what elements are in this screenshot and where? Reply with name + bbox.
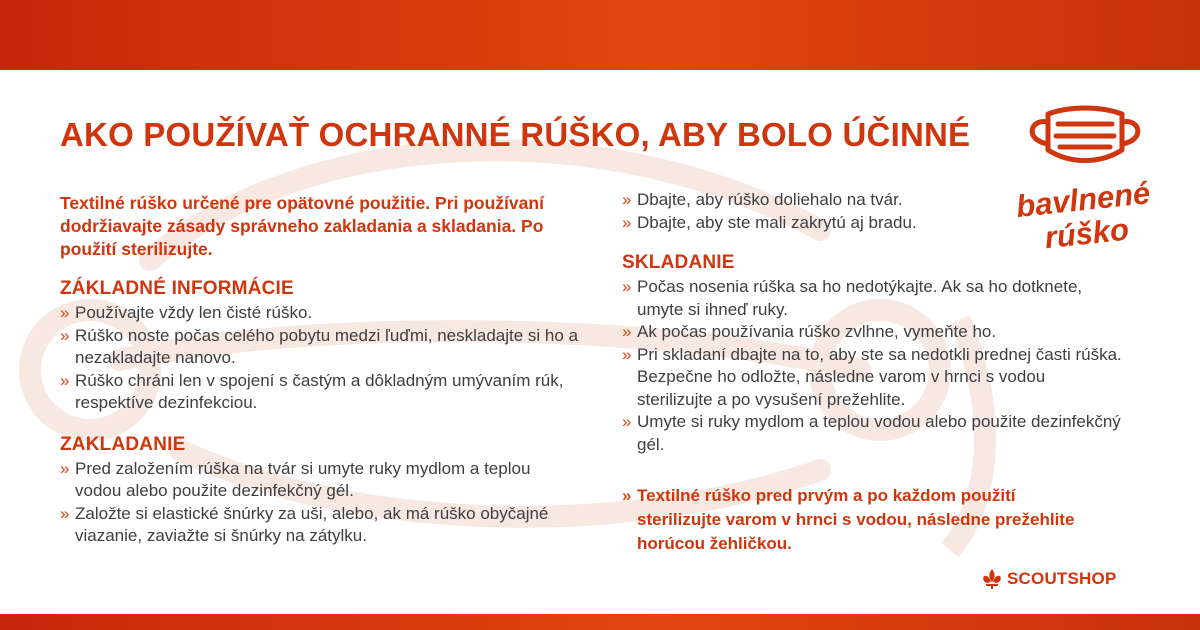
logo-line-2: rúško xyxy=(1042,211,1131,256)
page-title: AKO POUŽÍVAŤ OCHRANNÉ RÚŠKO, ABY BOLO ÚČINNÉ xyxy=(60,116,971,153)
list-item: » Dbajte, aby rúško doliehalo na tvár. xyxy=(622,189,1142,212)
list-item: » Pred založením rúška na tvár si umyte ruky mydlom a teplou vodou alebo použite dezinfekčný gél. xyxy=(60,458,580,503)
scoutshop-brand xyxy=(982,567,1116,591)
section-folding-heading: SKLADANIE xyxy=(622,252,735,273)
list-item: » Rúško chráni len v spojení s častým a dôkladným umývaním rúk, respektíve dezinfekciou. xyxy=(60,370,580,415)
logo-line-1: bavlnené xyxy=(1014,175,1152,225)
list-item: » Dbajte, aby ste mali zakrytú aj bradu. xyxy=(622,212,1142,235)
folding-list xyxy=(622,276,1122,456)
fleur-de-lis-icon xyxy=(982,568,1002,590)
top-banner xyxy=(0,0,1200,70)
brand-name: SCOUTSHOP xyxy=(1007,569,1117,588)
list-item: » Umyte si ruky mydlom a teplou vodou alebo použite dezinfekčný gél. xyxy=(622,411,1122,456)
final-note: » Textilné rúško pred prvým a po každom použití sterilizujte varom v hrnci s vodou, následne prežehlite horúcou žehličkou. xyxy=(622,484,1102,556)
list-item: » Založte si elastické šnúrky za uši, alebo, ak má rúško obyčajné viazanie, zaviažte si šnúrky na zátylku. xyxy=(60,503,580,548)
logo-text xyxy=(1007,175,1163,258)
bottom-banner xyxy=(0,614,1200,630)
intro-text: Textilné rúško určené pre opätovné použitie. Pri používaní dodržiavajte zásady správneho zakladania a skladania. Po použití sterilizujte. xyxy=(60,193,544,259)
section-basic-heading: ZÁKLADNÉ INFORMÁCIE xyxy=(60,278,294,299)
list-item: » Ak počas používania rúško zvlhne, vymeňte ho. xyxy=(622,321,1122,344)
section-putting-on-heading: ZAKLADANIE xyxy=(60,433,186,455)
left-column xyxy=(60,192,580,548)
list-item: » Rúško noste počas celého pobytu medzi ľuďmi, neskladajte si ho a nezakladajte nanovo. xyxy=(60,325,580,370)
basic-info-list xyxy=(60,302,580,415)
list-item: » Počas nosenia rúška sa ho nedotýkajte. Ak sa ho dotknete, umyte si ihneď ruky. xyxy=(622,276,1122,321)
list-item: » Používajte vždy len čisté rúško. xyxy=(60,302,580,325)
face-mask-icon xyxy=(1020,100,1150,170)
cotton-mask-logo xyxy=(1010,100,1160,270)
putting-on-list xyxy=(60,458,580,548)
list-item: » Pri skladaní dbajte na to, aby ste sa nedotkli prednej časti rúška. Bezpečne ho odložte, následne varom v hrnci s vodou sterilizujte a po vysušení prežehlite. xyxy=(622,344,1122,412)
